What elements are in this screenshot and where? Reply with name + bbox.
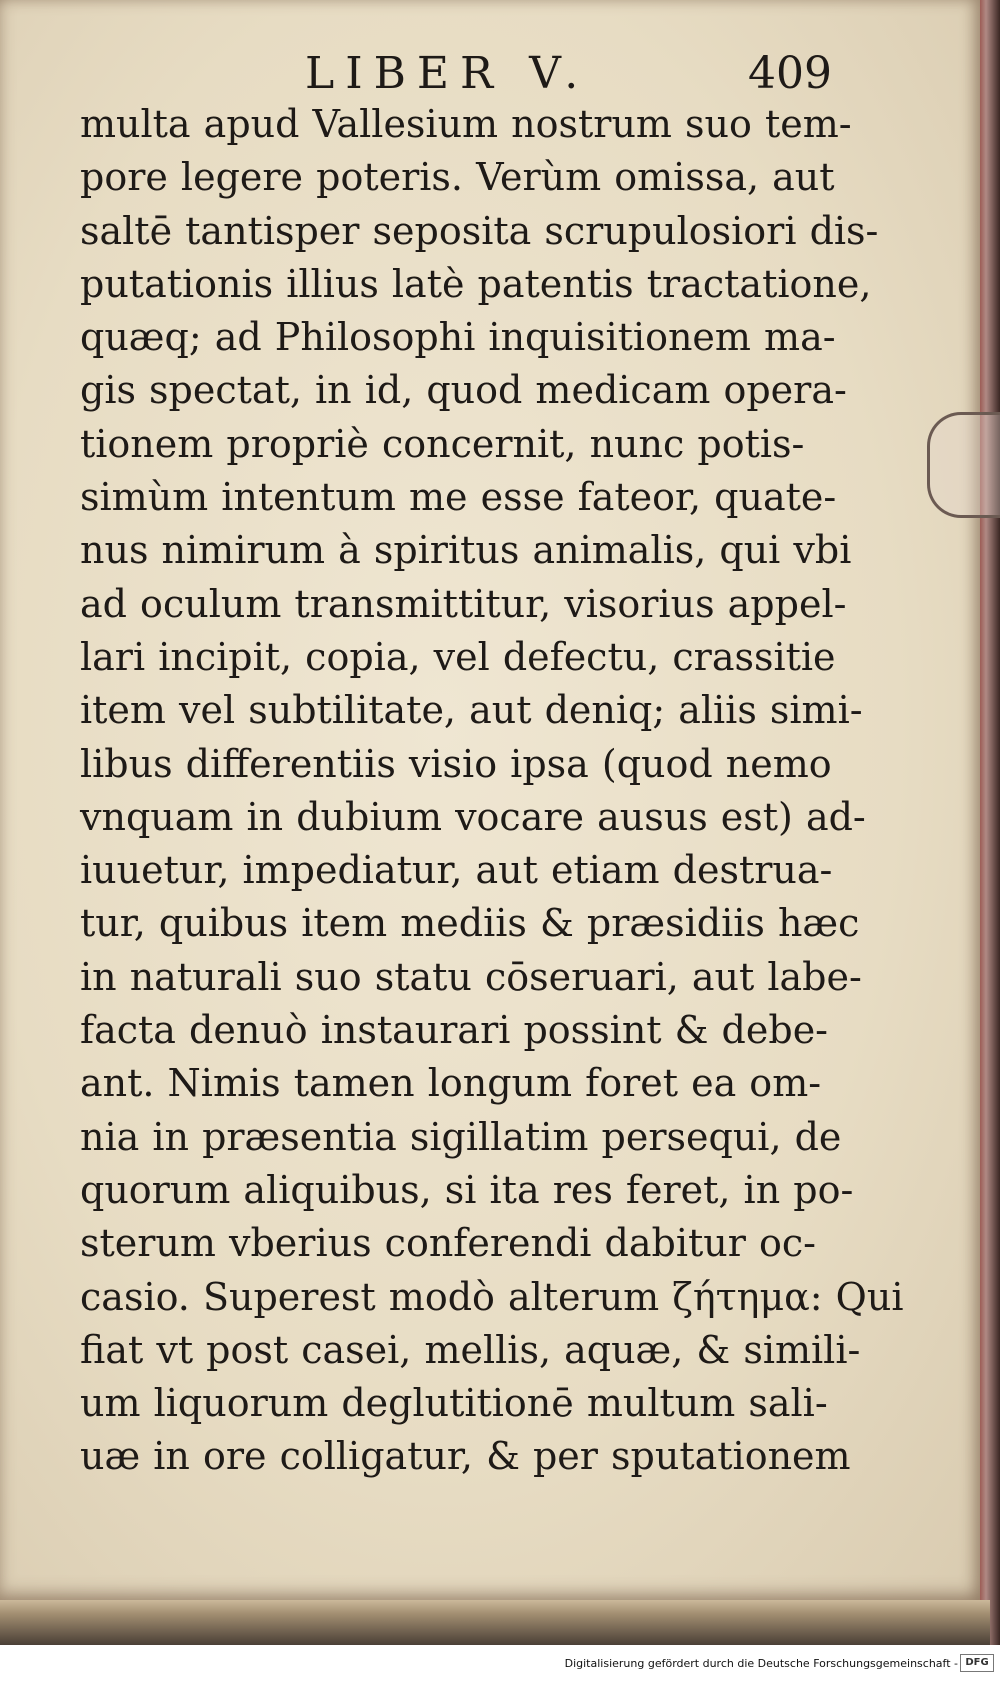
text-line: casio. Superest modò alterum ζήτημα: Qui <box>80 1274 904 1319</box>
text-line: gis spectat, in id, quod medicam opera- <box>80 368 847 413</box>
text-line: saltē tantisper seposita scrupulosiori dis- <box>80 208 879 253</box>
text-line: pore legere poteris. Verùm omissa, aut <box>80 155 835 200</box>
dfg-logo-icon: DFG <box>960 1654 994 1672</box>
text-line: ant. Nimis tamen longum foret ea om- <box>80 1061 822 1106</box>
digitization-credit: Digitalisierung gefördert durch die Deutsche Forschungsgemeinschaft - <box>564 1657 958 1670</box>
text-line: multa apud Vallesium nostrum suo tem- <box>80 102 852 146</box>
text-line: quorum aliquibus, si ita res feret, in po- <box>80 1167 854 1212</box>
text-line: lari incipit, copia, vel defectu, crassitie <box>80 634 836 679</box>
text-line: tionem propriè concernit, nunc potis- <box>80 421 805 466</box>
footer-bar <box>0 1645 1000 1683</box>
text-line: nia in præsentia sigillatim persequi, de <box>80 1114 842 1159</box>
text-line: quæq; ad Philosophi inquisitionem ma- <box>80 315 836 360</box>
text-line: putationis illius latè patentis tractatione, <box>80 261 872 306</box>
page-number: 409 <box>748 48 832 99</box>
text-line: uæ in ore colligatur, & per sputationem <box>80 1434 851 1479</box>
text-line: um liquorum deglutitionē multum sali- <box>80 1381 828 1426</box>
text-line: fiat vt post casei, mellis, aquæ, & simili- <box>80 1327 861 1372</box>
text-line: vnquam in dubium vocare ausus est) ad- <box>80 794 866 839</box>
text-line: in naturali suo statu cōseruari, aut labe- <box>80 954 862 999</box>
text-line: facta denuò instaurari possint & debe- <box>80 1008 829 1053</box>
text-line: iuuetur, impediatur, aut etiam destrua- <box>80 848 833 893</box>
text-line: sterum vberius conferendi dabitur oc- <box>80 1221 816 1266</box>
text-line: simùm intentum me esse fateor, quate- <box>80 475 837 520</box>
body-text <box>80 98 904 1484</box>
page-bottom-edge <box>0 1600 990 1645</box>
running-title: LIBER V. <box>305 48 590 99</box>
text-line: libus differentiis visio ipsa (quod nemo <box>80 741 832 786</box>
text-line: ad oculum transmittitur, visorius appel- <box>80 581 847 626</box>
text-line: tur, quibus item mediis & præsidiis hæc <box>80 901 860 946</box>
text-line: item vel subtilitate, aut deniq; aliis simi- <box>80 688 863 733</box>
page-clip <box>927 412 1000 518</box>
text-line: nus nimirum à spiritus animalis, qui vbi <box>80 528 852 573</box>
